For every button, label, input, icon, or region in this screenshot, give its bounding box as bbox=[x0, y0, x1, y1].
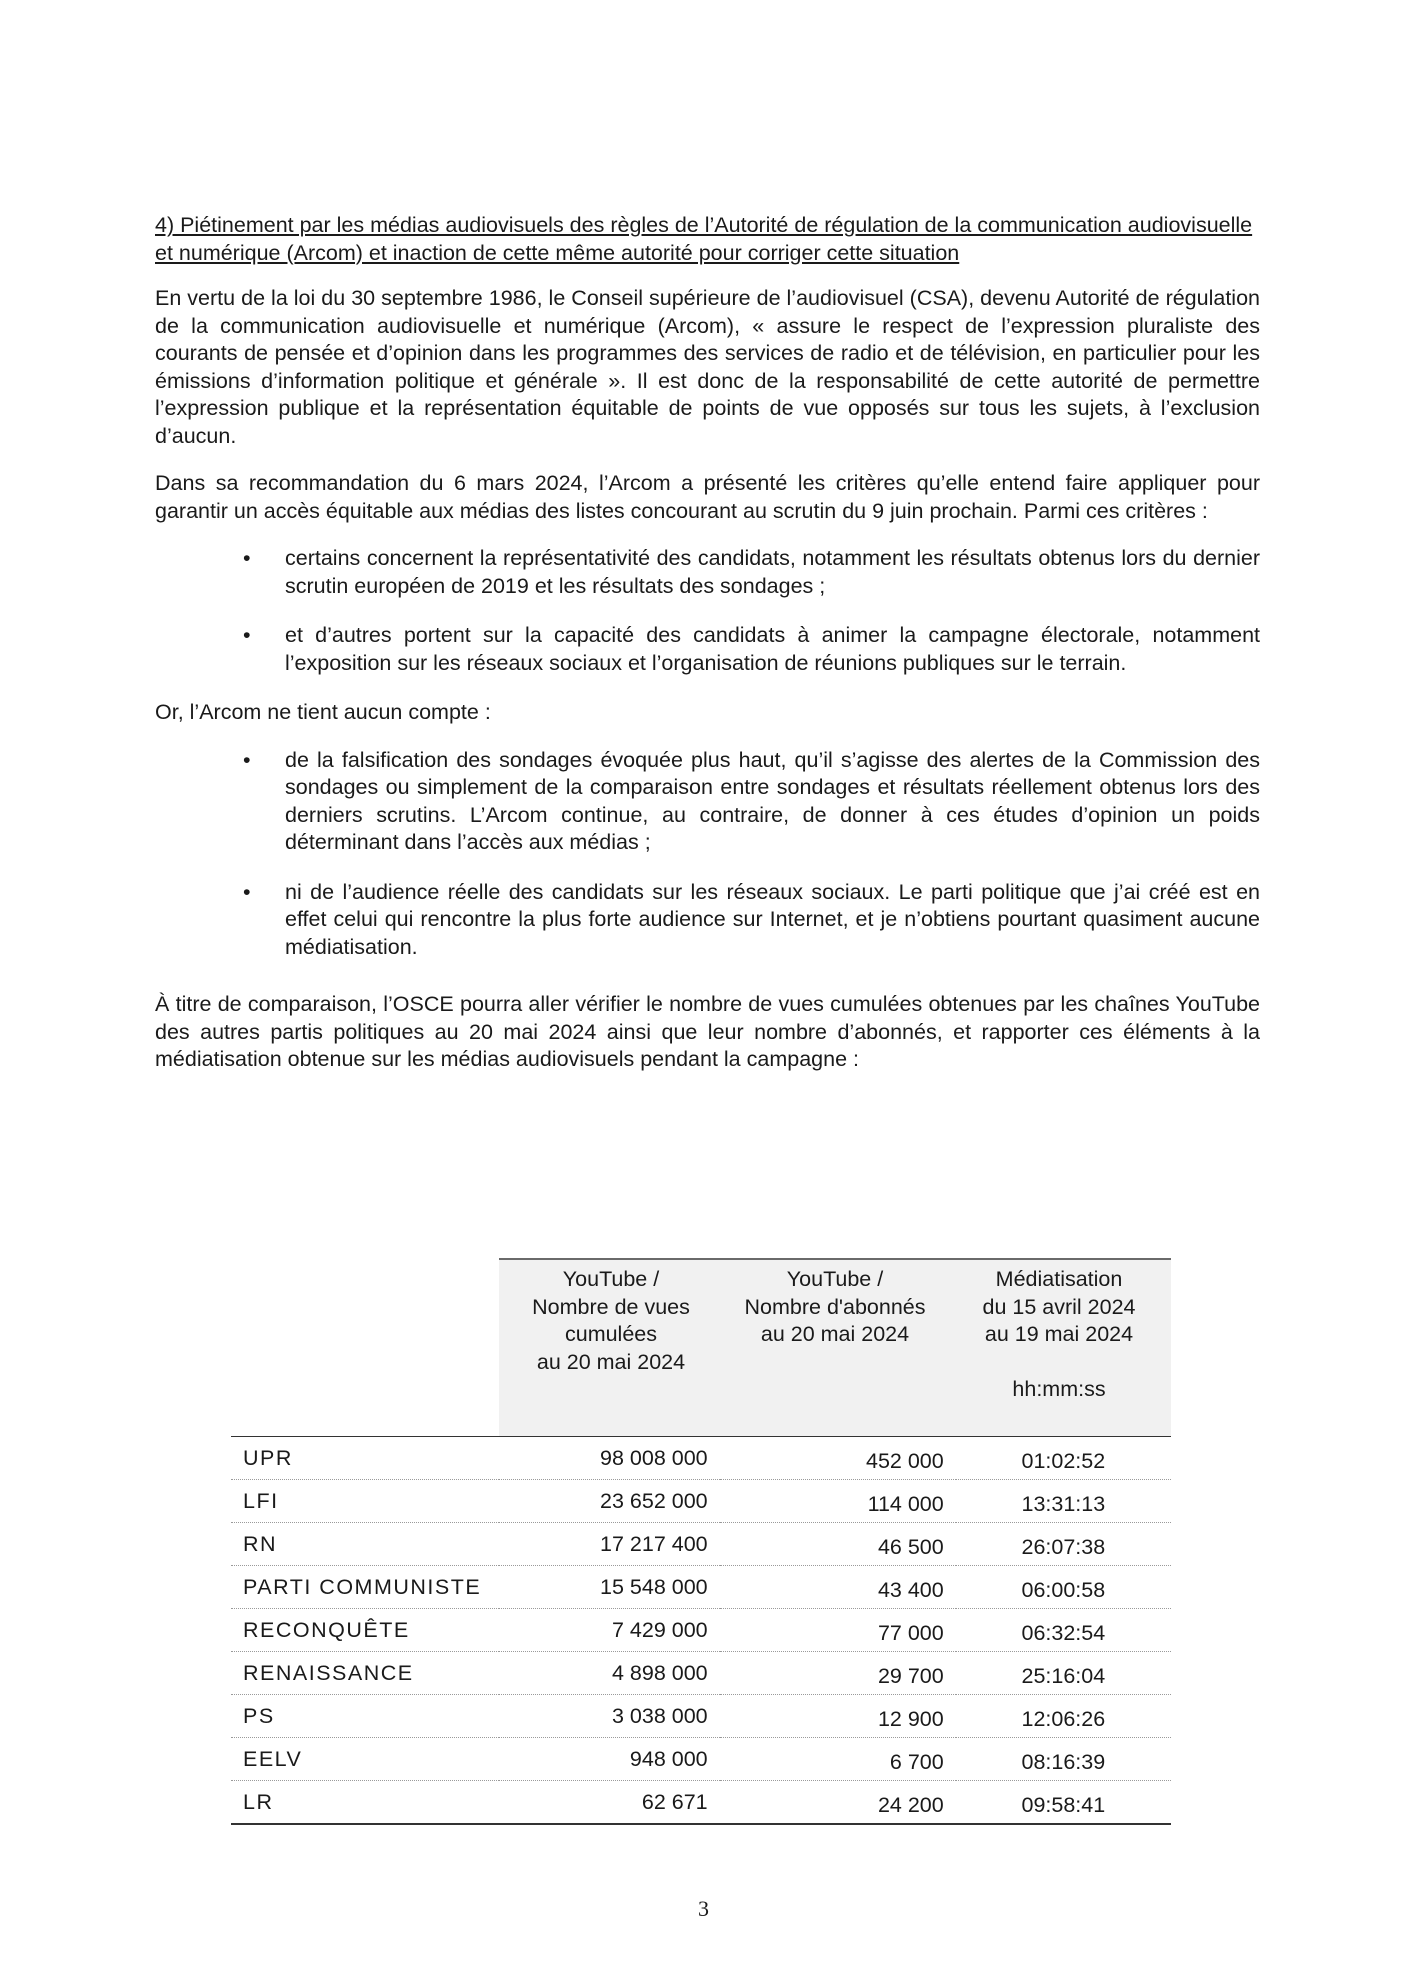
cell-time: 09:58:41 bbox=[1021, 1792, 1106, 1817]
cell-views: 3 038 000 bbox=[499, 1695, 719, 1738]
cell-subs: 24 200 bbox=[877, 1792, 944, 1817]
page-number: 3 bbox=[698, 1896, 709, 1921]
cell-time: 06:00:58 bbox=[956, 1566, 1171, 1609]
section-heading: 4) Piétinement par les médias audiovisuels des règles de l’Autorité de régulation de la communication audiovisuelle et numérique (Arcom) et inaction de cette même autorité pour corriger cette situation bbox=[155, 213, 1253, 265]
cell-views: 7 429 000 bbox=[499, 1609, 719, 1652]
table-row bbox=[231, 1566, 1171, 1609]
list-item bbox=[155, 622, 1260, 677]
ignored-list bbox=[155, 747, 1260, 962]
table-row bbox=[231, 1437, 1171, 1480]
cell-party: RN bbox=[231, 1523, 499, 1566]
cell-party: PARTI COMMUNISTE bbox=[231, 1566, 499, 1609]
table-row bbox=[231, 1480, 1171, 1523]
cell-time: 25:16:04 bbox=[956, 1652, 1171, 1695]
table-header bbox=[499, 1258, 1171, 1436]
cell-time: 13:31:13 bbox=[956, 1480, 1171, 1523]
table-row bbox=[231, 1695, 1171, 1738]
cell-subs: 43 400 bbox=[720, 1566, 956, 1609]
table-row bbox=[231, 1781, 1171, 1825]
criteria-list bbox=[155, 545, 1260, 677]
cell-subs: 46 500 bbox=[720, 1523, 956, 1566]
bullet-icon: • bbox=[243, 879, 251, 904]
cell-subs: 6 700 bbox=[720, 1738, 956, 1781]
list-item bbox=[155, 747, 1260, 857]
header-views: YouTube / Nombre de vues cumulées au 20 mai 2024 bbox=[532, 1267, 690, 1374]
header-media-time: Médiatisation du 15 avril 2024 au 19 mai 2024 hh:mm:ss bbox=[947, 1266, 1171, 1403]
cell-party: RENAISSANCE bbox=[231, 1652, 499, 1695]
cell-time: 12:06:26 bbox=[956, 1695, 1171, 1738]
cell-subs: 12 900 bbox=[720, 1695, 956, 1738]
cell-time: 08:16:39 bbox=[956, 1738, 1171, 1781]
paragraph-recommendation: Dans sa recommandation du 6 mars 2024, l’Arcom a présenté les critères qu’elle entend faire appliquer pour garantir un accès équitable aux médias des listes concourant au scrutin du 9 juin prochain. Parmi ces critères : bbox=[155, 471, 1260, 523]
cell-time: 01:02:52 bbox=[956, 1437, 1171, 1480]
bullet-icon: • bbox=[243, 546, 251, 570]
table-row bbox=[231, 1652, 1171, 1695]
table-body bbox=[231, 1437, 1171, 1825]
paragraph-legal-basis: En vertu de la loi du 30 septembre 1986, le Conseil supérieure de l’audiovisuel (CSA), devenu Autorité de régulation de la communication audiovisuelle et numérique (Arcom), « assure le respect de l’expression pluraliste des courants de pensée et d’opinion dans les programmes des services de radio et de télévision, en particulier pour les émissions d’information politique et générale ». Il est donc de la responsabilité de cette autorité de permettre l’expression publique et la représentation équitable de points de vue opposés sur tous les sujets, à l’exclusion d’aucun. bbox=[155, 286, 1260, 448]
list-item-text: certains concernent la représentativité des candidats, notamment les résultats obtenus lors du dernier scrutin européen de 2019 et les résultats des sondages ; bbox=[285, 546, 1260, 598]
cell-party: UPR bbox=[231, 1437, 499, 1480]
cell-party: PS bbox=[231, 1695, 499, 1738]
data-table bbox=[231, 1436, 1171, 1825]
cell-views: 23 652 000 bbox=[499, 1480, 719, 1523]
cell-views: 98 008 000 bbox=[499, 1437, 719, 1480]
cell-party: LFI bbox=[231, 1480, 499, 1523]
cell-time: 26:07:38 bbox=[956, 1523, 1171, 1566]
cell-views: 62 671 bbox=[641, 1789, 708, 1814]
table-row bbox=[231, 1609, 1171, 1652]
cell-subs: 77 000 bbox=[720, 1609, 956, 1652]
header-unit: hh:mm:ss bbox=[1012, 1376, 1106, 1401]
cell-views: 15 548 000 bbox=[499, 1566, 719, 1609]
table-row bbox=[231, 1523, 1171, 1566]
cell-party: RECONQUÊTE bbox=[231, 1609, 499, 1652]
paragraph-arcom-ignores: Or, l’Arcom ne tient aucun compte : bbox=[155, 700, 491, 724]
bullet-icon: • bbox=[243, 747, 251, 772]
list-item bbox=[155, 545, 1260, 600]
header-subscribers: YouTube / Nombre d'abonnés au 20 mai 2024 bbox=[744, 1267, 926, 1346]
table-row bbox=[231, 1738, 1171, 1781]
list-item-text: ni de l’audience réelle des candidats sur les réseaux sociaux. Le parti politique que j’ai créé est en effet celui qui rencontre la plus forte audience sur Internet, et je n’obtiens pourtant quasiment aucune médiatisation. bbox=[285, 879, 1260, 959]
cell-subs: 29 700 bbox=[720, 1652, 956, 1695]
document-body bbox=[155, 212, 1260, 1094]
cell-subs: 114 000 bbox=[720, 1480, 956, 1523]
paragraph-comparison: À titre de comparaison, l’OSCE pourra aller vérifier le nombre de vues cumulées obtenues par les chaînes YouTube des autres partis politiques au 20 mai 2024 ainsi que leur nombre d’abonnés, et rapporter ces éléments à la médiatisation obtenue sur les médias audiovisuels pendant la campagne : bbox=[155, 992, 1260, 1071]
list-item bbox=[155, 879, 1260, 962]
cell-views: 4 898 000 bbox=[499, 1652, 719, 1695]
list-item-text: et d’autres portent sur la capacité des candidats à animer la campagne électorale, notamment l’exposition sur les réseaux sociaux et l’organisation de réunions publiques sur le terrain. bbox=[285, 623, 1260, 675]
cell-subs: 452 000 bbox=[720, 1437, 956, 1480]
cell-views: 17 217 400 bbox=[499, 1523, 719, 1566]
list-item-text: de la falsification des sondages évoquée plus haut, qu’il s’agisse des alertes de la Commission des sondages ou simplement de la comparaison entre sondages et résultats réellement obtenus lors des derniers scrutins. L’Arcom continue, au contraire, de donner à ces études d’opinion un poids déterminant dans l’accès aux médias ; bbox=[285, 747, 1260, 854]
cell-party: LR bbox=[243, 1789, 274, 1814]
cell-views: 948 000 bbox=[499, 1738, 719, 1781]
bullet-icon: • bbox=[243, 623, 251, 647]
cell-time: 06:32:54 bbox=[956, 1609, 1171, 1652]
cell-party: EELV bbox=[231, 1738, 499, 1781]
